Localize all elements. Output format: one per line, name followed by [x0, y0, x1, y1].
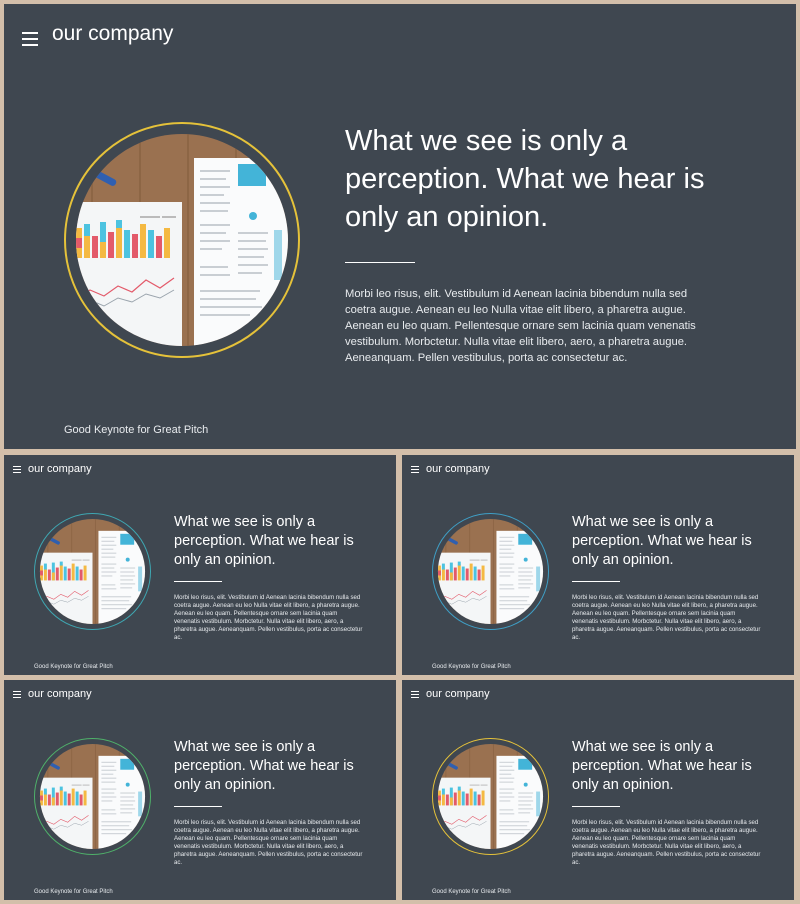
brand-title: our company	[426, 463, 490, 475]
quote-heading: What we see is only a perception. What we hear is only an opinion.	[174, 514, 354, 568]
report-photo	[62, 120, 302, 360]
brand-title: our company	[426, 688, 490, 700]
menu-icon[interactable]	[411, 466, 419, 475]
body-text: Morbi leo risus, elit. Vestibulum id Aenean lacinia bibendum nulla sed coetra augue. Aenean eu leo Nulla vitae elit libero, a pharetra augue. Aenean eu leo quam. Pellentesque ornare sem lacinia quam venenatis vestibulum. Morbctetur. Nulla vitae elit libero, aero, a pharetra augue. Aeneanquam. Pellen vestibulus, porta ac consectetur ac.	[345, 288, 696, 364]
brand-title: our company	[52, 22, 174, 45]
divider	[572, 581, 620, 582]
footer-tagline: Good Keynote for Great Pitch	[34, 664, 113, 670]
brand-title: our company	[28, 463, 92, 475]
divider	[174, 806, 222, 807]
menu-icon[interactable]	[13, 691, 21, 700]
body-text: Morbi leo risus, elit. Vestibulum id Aenean lacinia bibendum nulla sed coetra augue. Aenean eu leo Nulla vitae elit libero, a pharetra augue. Aenean eu leo quam. Pellentesque ornare sem lacinia quam venenatis vestibulum. Morbctetur. Nulla vitae elit libero, aero, a pharetra augue. Aeneanquam. Pellen vestibulus, porta ac consectetur ac.	[572, 819, 761, 866]
report-photo	[33, 512, 152, 631]
report-photo	[431, 737, 550, 856]
body-text: Morbi leo risus, elit. Vestibulum id Aenean lacinia bibendum nulla sed coetra augue. Aenean eu leo Nulla vitae elit libero, a pharetra augue. Aenean eu leo quam. Pellentesque ornare sem lacinia quam venenatis vestibulum. Morbctetur. Nulla vitae elit libero, aero, a pharetra augue. Aeneanquam. Pellen vestibulus, porta ac consectetur ac.	[572, 594, 761, 641]
menu-icon[interactable]	[22, 32, 38, 50]
report-photo	[33, 737, 152, 856]
menu-icon[interactable]	[411, 691, 419, 700]
quote-heading: What we see is only a perception. What we hear is only an opinion.	[174, 739, 354, 793]
slide-thumbnail-4[interactable]	[402, 680, 794, 900]
footer-tagline: Good Keynote for Great Pitch	[64, 424, 209, 436]
quote-heading: What we see is only a perception. What we hear is only an opinion.	[572, 514, 752, 568]
quote-heading: What we see is only a perception. What we hear is only an opinion.	[572, 739, 752, 793]
footer-tagline: Good Keynote for Great Pitch	[432, 889, 511, 895]
slide-main[interactable]	[4, 4, 796, 449]
divider	[174, 581, 222, 582]
report-photo	[431, 512, 550, 631]
footer-tagline: Good Keynote for Great Pitch	[432, 664, 511, 670]
slide-thumbnail-3[interactable]	[4, 680, 396, 900]
brand-title: our company	[28, 688, 92, 700]
slide-thumbnail-2[interactable]	[402, 455, 794, 675]
footer-tagline: Good Keynote for Great Pitch	[34, 889, 113, 895]
divider	[572, 806, 620, 807]
body-text: Morbi leo risus, elit. Vestibulum id Aenean lacinia bibendum nulla sed coetra augue. Aenean eu leo Nulla vitae elit libero, a pharetra augue. Aenean eu leo quam. Pellentesque ornare sem lacinia quam venenatis vestibulum. Morbctetur. Nulla vitae elit libero, aero, a pharetra augue. Aeneanquam. Pellen vestibulus, porta ac consectetur ac.	[174, 819, 363, 866]
body-text: Morbi leo risus, elit. Vestibulum id Aenean lacinia bibendum nulla sed coetra augue. Aenean eu leo Nulla vitae elit libero, a pharetra augue. Aenean eu leo quam. Pellentesque ornare sem lacinia quam venenatis vestibulum. Morbctetur. Nulla vitae elit libero, aero, a pharetra augue. Aeneanquam. Pellen vestibulus, porta ac consectetur ac.	[174, 594, 363, 641]
menu-icon[interactable]	[13, 466, 21, 475]
slide-thumbnail-1[interactable]	[4, 455, 396, 675]
divider	[345, 262, 415, 263]
quote-heading: What we see is only a perception. What we hear is only an opinion.	[345, 125, 705, 233]
